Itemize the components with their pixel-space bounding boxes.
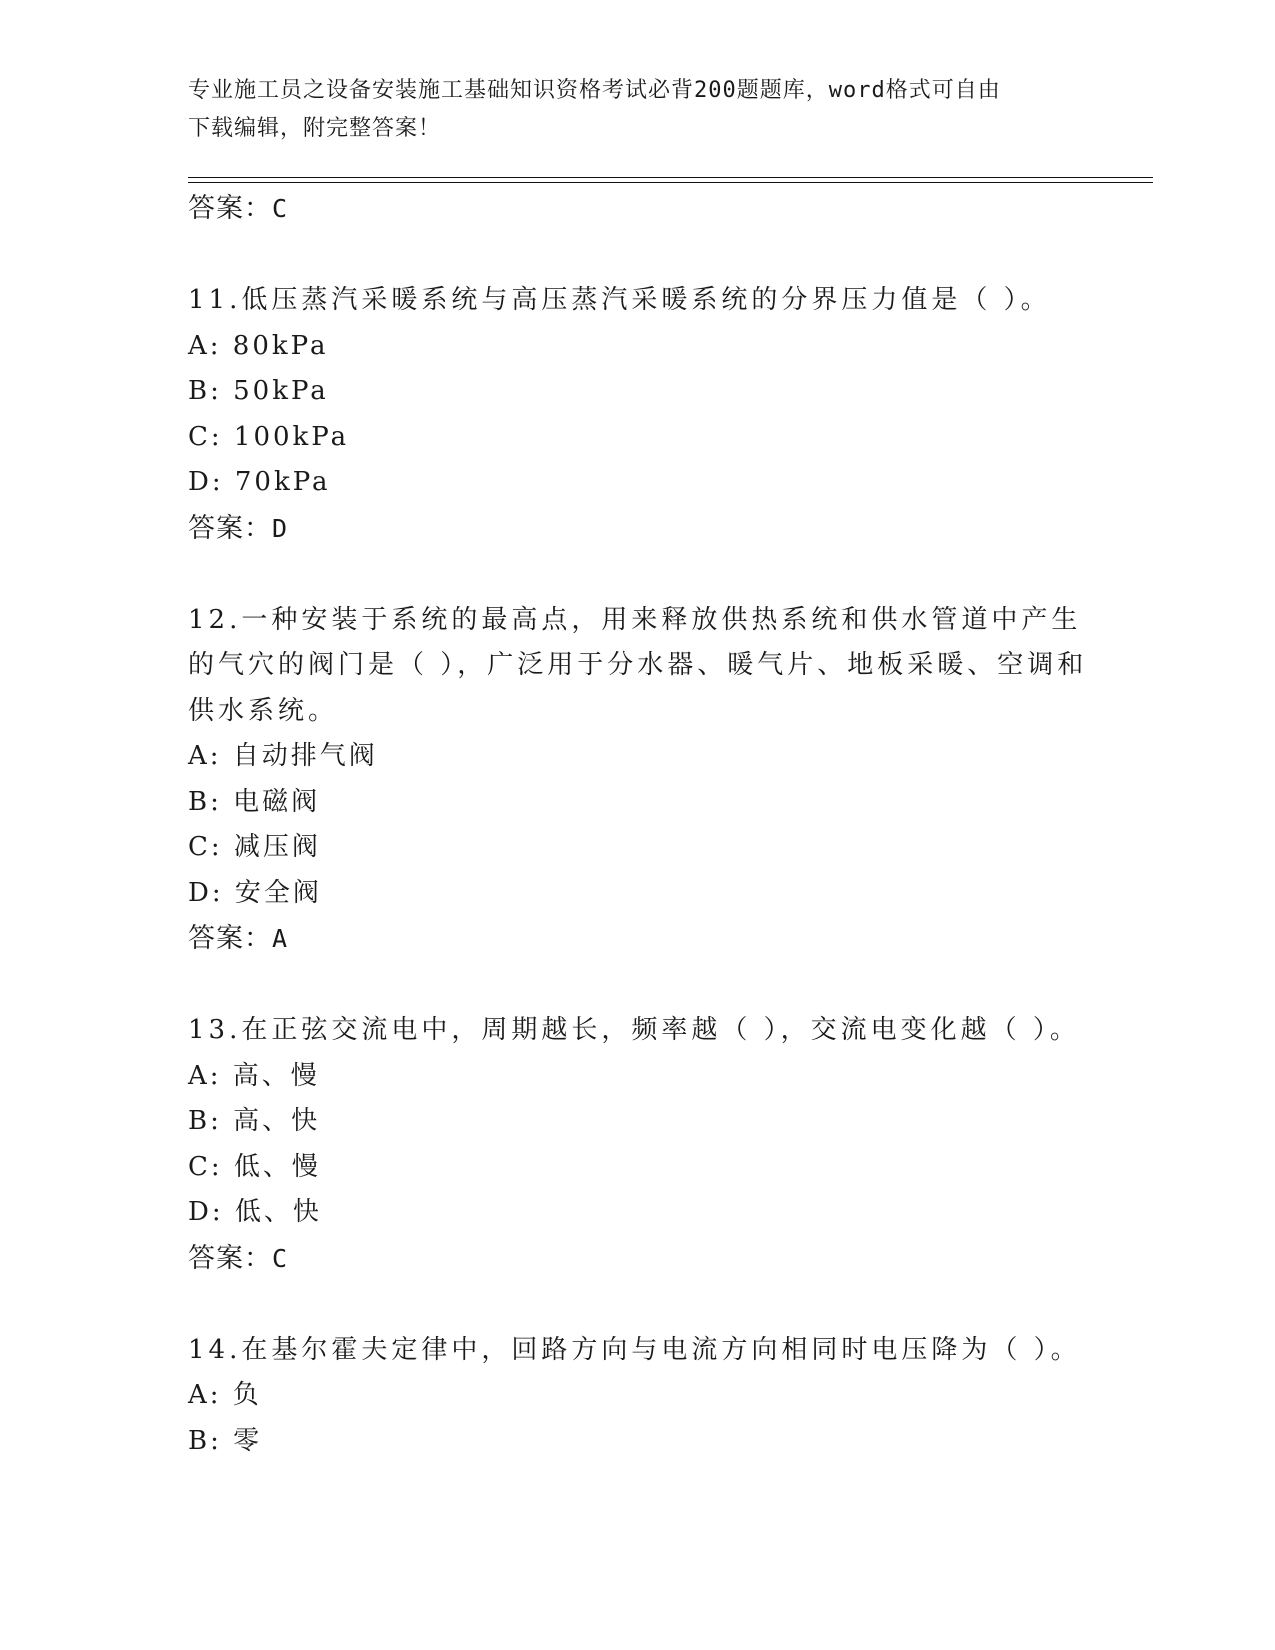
header-line-2: 下载编辑，附完整答案！ [188,116,442,141]
option-c: C: 100kPa [188,421,350,452]
option-b: B: 50kPa [188,376,329,406]
answer-label: 答案： [188,193,272,224]
question-13 [188,1008,1108,1282]
question-stem: 13.在正弦交流电中，周期越长，频率越（ ），交流电变化越（ ）。 [188,1015,1080,1045]
question-list [188,186,1108,1464]
answer-value: C [272,1243,289,1273]
option-a: A: 高、慢 [188,1060,320,1091]
question-14 [188,1328,1108,1465]
answer-line [188,916,1108,962]
answer-label: 答案： [188,923,272,954]
answer-value: D [272,513,289,543]
option-a: A: 负 [188,1380,262,1410]
option-d: D: 低、快 [188,1197,322,1227]
question-stem: 14.在基尔霍夫定律中，回路方向与电流方向相同时电压降为（ ）。 [188,1334,1081,1365]
answer-label: 答案： [188,512,272,544]
document-header [188,72,1088,148]
question-stem: 11.低压蒸汽采暖系统与高压蒸汽采暖系统的分界压力值是（ ）。 [188,285,1051,315]
option-d: D: 安全阀 [188,877,322,908]
header-divider-top [188,177,1153,178]
answer-value: A [272,924,289,953]
question-stem: 12.一种安装于系统的最高点，用来释放供热系统和供水管道中产生的气穴的阀门是（ ），广泛用于分水器、暖气片、地板采暖、空调和供水系统。 [188,604,1088,726]
option-a: A: 80kPa [188,330,329,361]
option-c: C: 低、慢 [188,1151,321,1182]
option-c: C: 减压阀 [188,832,321,862]
answer-label: 答案： [188,1242,272,1274]
question-11 [188,278,1108,552]
option-b: B: 电磁阀 [188,786,321,817]
question-12 [188,598,1108,963]
header-line-1: 专业施工员之设备安装施工基础知识资格考试必背200题题库，word格式可自由 [188,78,1001,103]
answer-value: C [272,194,289,223]
answer-line [188,506,1108,552]
answer-line [188,1236,1108,1282]
option-a: A: 自动排气阀 [188,741,378,771]
option-b: B: 零 [188,1425,263,1456]
option-b: B: 高、快 [188,1106,321,1136]
option-d: D: 70kPa [188,467,331,497]
header-divider-bottom [188,182,1153,183]
answer-line-q10 [188,186,1108,232]
